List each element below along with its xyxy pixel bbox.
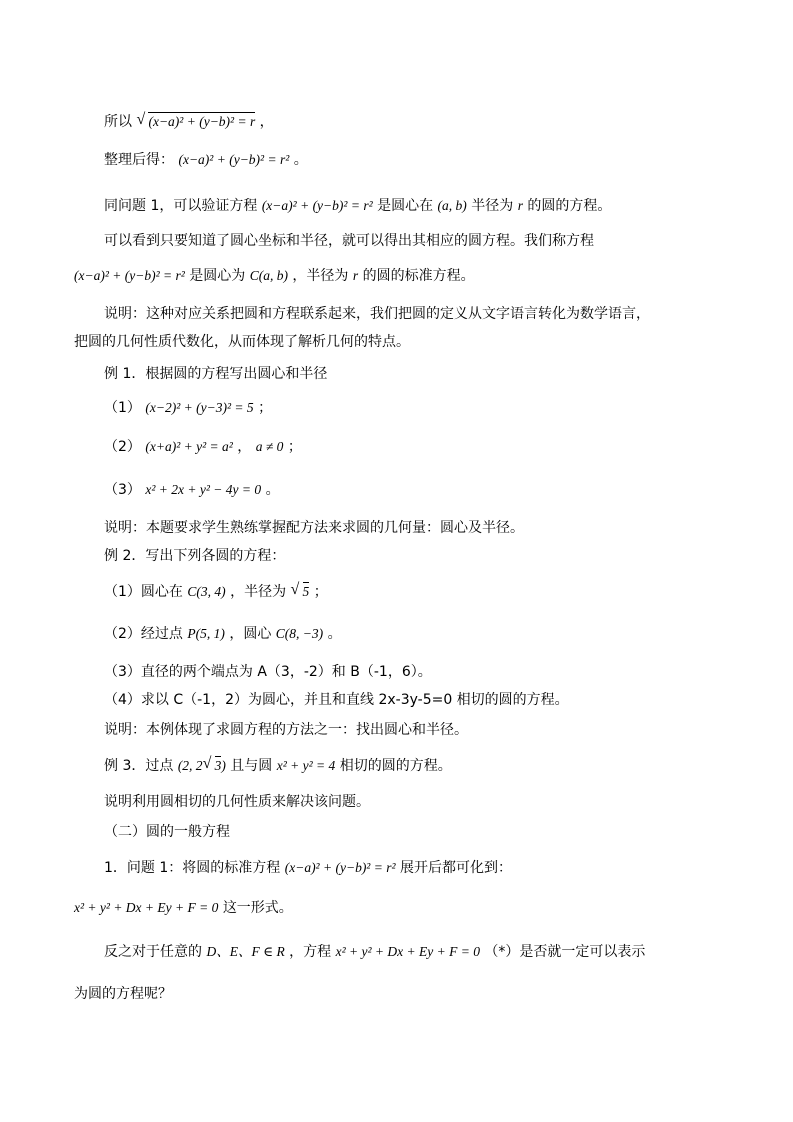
- text: ，方程: [289, 944, 332, 960]
- text-line: [104, 304, 650, 324]
- text-line: [104, 756, 452, 776]
- text: 例 2．写出下列各圆的方程：: [104, 548, 286, 564]
- text-line: [104, 231, 594, 251]
- math-expression: (x−2)² + (y−3)² = 5: [145, 400, 254, 415]
- text-line: [104, 624, 342, 644]
- math-expression: x² + y² = 4: [276, 758, 336, 773]
- text: 说明：本例体现了求圆方程的方法之一：找出圆心和半径。: [104, 722, 468, 738]
- math-expression: x² + y² + Dx + Ey + F = 0: [335, 944, 480, 959]
- text: （*）是否就一定可以表示: [484, 944, 646, 960]
- math-expression: (x−a)² + (y−b)² = r²: [178, 152, 290, 167]
- square-root: √ 3: [202, 755, 222, 773]
- text: 例 3．过点: [104, 758, 174, 774]
- text: 可以看到只要知道了圆心坐标和半径，就可以得出其相应的圆方程。我们称方程: [104, 233, 594, 249]
- text-line: [104, 662, 432, 682]
- text-line: [104, 720, 468, 740]
- text: 是圆心在: [377, 198, 434, 214]
- text-line: [104, 437, 302, 457]
- text: （二）圆的一般方程: [104, 824, 230, 840]
- text-line: [104, 546, 285, 566]
- text: 整理后得：: [104, 152, 174, 168]
- math-expression: r: [517, 198, 523, 213]
- text: 。: [327, 626, 342, 642]
- text: 为圆的方程呢？: [74, 986, 172, 1002]
- text-line: [104, 196, 611, 216]
- text: 例 1．根据圆的方程写出圆心和半径: [104, 366, 328, 382]
- math-expression: (x−a)² + (y−b)² = r²: [261, 198, 373, 213]
- math-expression: (a, b): [437, 198, 467, 213]
- text: 半径为: [471, 198, 514, 214]
- text-line: [104, 792, 370, 812]
- text: 。: [265, 482, 280, 498]
- math-expression: a ≠ 0: [255, 439, 284, 454]
- text-line: [104, 858, 512, 878]
- section-heading: [104, 822, 230, 842]
- text-line: [104, 690, 569, 710]
- text-line: [104, 398, 272, 418]
- text: （2）: [104, 439, 141, 455]
- math-expression: r: [352, 268, 359, 283]
- text-line: [104, 480, 280, 500]
- text: 所以: [104, 114, 132, 130]
- text-line: [104, 364, 327, 384]
- text: 。: [293, 152, 308, 168]
- text: ，圆心: [229, 626, 272, 642]
- text-line: [104, 518, 524, 538]
- text: ；: [313, 584, 328, 600]
- text: 1．问题 1：将圆的标准方程: [104, 860, 281, 876]
- text: 且与圆: [230, 758, 273, 774]
- math-expression: C(3, 4): [187, 584, 226, 599]
- text: 把圆的几何性质代数化，从而体现了解析几何的特点。: [74, 334, 410, 350]
- text-line: [74, 332, 410, 352]
- math-expression: x² + 2x + y² − 4y = 0: [145, 482, 262, 497]
- text: （4）求以 C（-1，2）为圆心，并且和直线 2x-3y-5=0 相切的圆的方程。: [104, 692, 569, 708]
- text-line: [74, 266, 475, 286]
- math-expression: x² + y² + Dx + Ey + F = 0: [74, 900, 219, 915]
- text-line: [74, 984, 172, 1004]
- text: 的圆的标准方程。: [362, 268, 475, 284]
- text-line: [74, 898, 293, 918]
- math-expression: 5: [302, 584, 310, 599]
- text: （3）: [104, 482, 141, 498]
- text: （1）: [104, 400, 141, 416]
- math-expression: 3: [214, 758, 222, 773]
- text: ；: [287, 439, 302, 455]
- text: 说明：本题要求学生熟练掌握配方法来求圆的几何量：圆心及半径。: [104, 520, 524, 536]
- math-expression: C(a, b): [249, 268, 288, 283]
- text: 说明：这种对应关系把圆和方程联系起来，我们把圆的定义从文字语言转化为数学语言，: [104, 306, 650, 322]
- math-expression: (x+a)² + y² = a²: [145, 439, 233, 454]
- text: ，半径为: [230, 584, 287, 600]
- text-line: [104, 150, 308, 170]
- text: 相切的圆的方程。: [339, 758, 452, 774]
- square-root: √ (x−a)² + (y−b)² = r: [136, 111, 256, 129]
- math-expression: (x−a)² + (y−b)² = r: [148, 114, 256, 129]
- text: 这一形式。: [222, 900, 293, 916]
- text: ，半径为: [292, 268, 349, 284]
- text: 展开后都可化到：: [399, 860, 512, 876]
- text: （1）圆心在: [104, 584, 183, 600]
- math-expression: (x−a)² + (y−b)² = r²: [284, 860, 396, 875]
- math-expression: (x−a)² + (y−b)² = r²: [74, 268, 185, 283]
- math-expression: D、E、F ∈ R: [206, 944, 285, 959]
- text: ，: [237, 439, 252, 455]
- text: ，: [259, 114, 274, 130]
- text: 说明利用圆相切的几何性质来解决该问题。: [104, 794, 370, 810]
- text: 是圆心为: [189, 268, 246, 284]
- text-line: [104, 112, 274, 132]
- text: 的圆的方程。: [527, 198, 612, 214]
- math-expression: C(8, −3): [275, 626, 324, 641]
- text: （3）直径的两个端点为 A（3，-2）和 B（-1，6）。: [104, 664, 432, 680]
- text: ；: [258, 400, 273, 416]
- math-expression: P(5, 1): [187, 626, 225, 641]
- text: 同问题 1，可以验证方程: [104, 198, 258, 214]
- text: （2）经过点: [104, 626, 183, 642]
- square-root: √ 5: [290, 581, 310, 599]
- math-expression: ): [221, 758, 226, 773]
- math-expression: (2, 2: [177, 758, 203, 773]
- text: 反之对于任意的: [104, 944, 202, 960]
- text-line: [104, 942, 645, 962]
- text-line: [104, 582, 328, 602]
